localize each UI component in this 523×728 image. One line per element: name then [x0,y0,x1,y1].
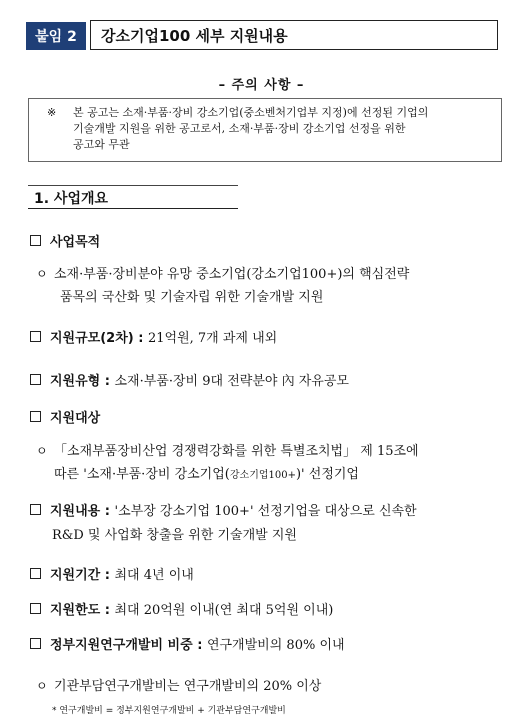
document-title: 강소기업100 세부 지원내용 [90,20,498,50]
checkbox-icon [30,235,41,246]
footnote: * 연구개발비 = 정부지원연구개발비 + 기관부담연구개발비 [52,706,286,716]
detail-text: 따른 '소재·부품·장비 강소기업( [54,467,230,482]
item-type [30,370,349,389]
item-label: 지원내용 [50,504,101,519]
item-purpose [30,231,100,250]
attachment-badge: 붙임 2 [26,22,86,50]
purpose-detail-2: 품목의 국산화 및 기술자립 위한 기술개발 지원 [60,290,324,305]
content-detail-2: R&D 및 사업화 창출을 위한 기술개발 지원 [52,528,297,543]
checkbox-icon [30,568,41,579]
item-label: 사업목적 [50,235,101,250]
separator: : [100,568,115,583]
detail-text: 기관부담연구개발비는 연구개발비의 20% 이상 [54,679,322,694]
item-ratio [30,634,345,653]
separator: : [133,331,148,346]
checkbox-icon [30,411,41,422]
item-period [30,564,194,583]
item-label: 지원유형 [50,374,101,389]
item-limit [30,599,333,618]
notice-box [28,98,502,162]
item-value: 21억원, 7개 과제 내외 [147,331,278,346]
ratio-detail [36,675,321,694]
circle-bullet-icon: ㅇ [36,679,48,693]
item-label: 지원규모(2차) [50,331,134,346]
separator: : [192,638,207,653]
detail-text: 소재·부품·장비분야 유망 중소기업(강소기업100+)의 핵심전략 [54,267,410,282]
item-value: '소부장 강소기업 100+' 선정기업을 대상으로 신속한 [114,504,417,519]
circle-bullet-icon: ㅇ [36,444,48,458]
reference-mark: ※ [47,106,57,119]
item-label: 정부지원연구개발비 비중 [50,638,193,653]
notice-line-1: 본 공고는 소재·부품·장비 강소기업(중소벤처기업부 지정)에 선정된 기업의 [73,106,429,119]
target-detail-1 [36,440,419,459]
checkbox-icon [30,331,41,342]
separator: : [100,374,115,389]
item-value: 최대 4년 이내 [114,568,194,583]
notice-heading: – 주의 사항 – [218,78,305,93]
checkbox-icon [30,603,41,614]
item-value: 최대 20억원 이내(연 최대 5억원 이내) [114,603,334,618]
target-detail-2 [54,463,359,482]
item-scale [30,327,277,346]
separator: : [100,603,115,618]
item-label: 지원기간 [50,568,101,583]
item-label: 지원한도 [50,603,101,618]
checkbox-icon [30,374,41,385]
notice-line-3: 공고와 무관 [73,138,130,151]
item-label: 지원대상 [50,411,101,426]
checkbox-icon [30,504,41,515]
separator: : [100,504,115,519]
item-target [30,407,100,426]
item-value: 소재·부품·장비 9대 전략분야 內 자유공모 [114,374,349,389]
circle-bullet-icon: ㅇ [36,267,48,281]
purpose-detail-1 [36,263,409,282]
notice-line-2: 기술개발 지원을 위한 공고로서, 소재·부품·장비 강소기업 선정을 위한 [73,122,406,135]
item-content [30,500,417,519]
detail-small-text: 강소기업100+ [229,470,296,481]
detail-text: 「소재부품장비산업 경쟁력강화를 위한 특별조치법」 제 15조에 [54,444,419,459]
section-title: 1. 사업개요 [34,191,109,207]
section-underline [28,208,238,209]
checkbox-icon [30,638,41,649]
detail-text: )' 선정기업 [295,467,359,482]
section-top-rule [28,185,238,186]
item-value: 연구개발비의 80% 이내 [206,638,345,653]
